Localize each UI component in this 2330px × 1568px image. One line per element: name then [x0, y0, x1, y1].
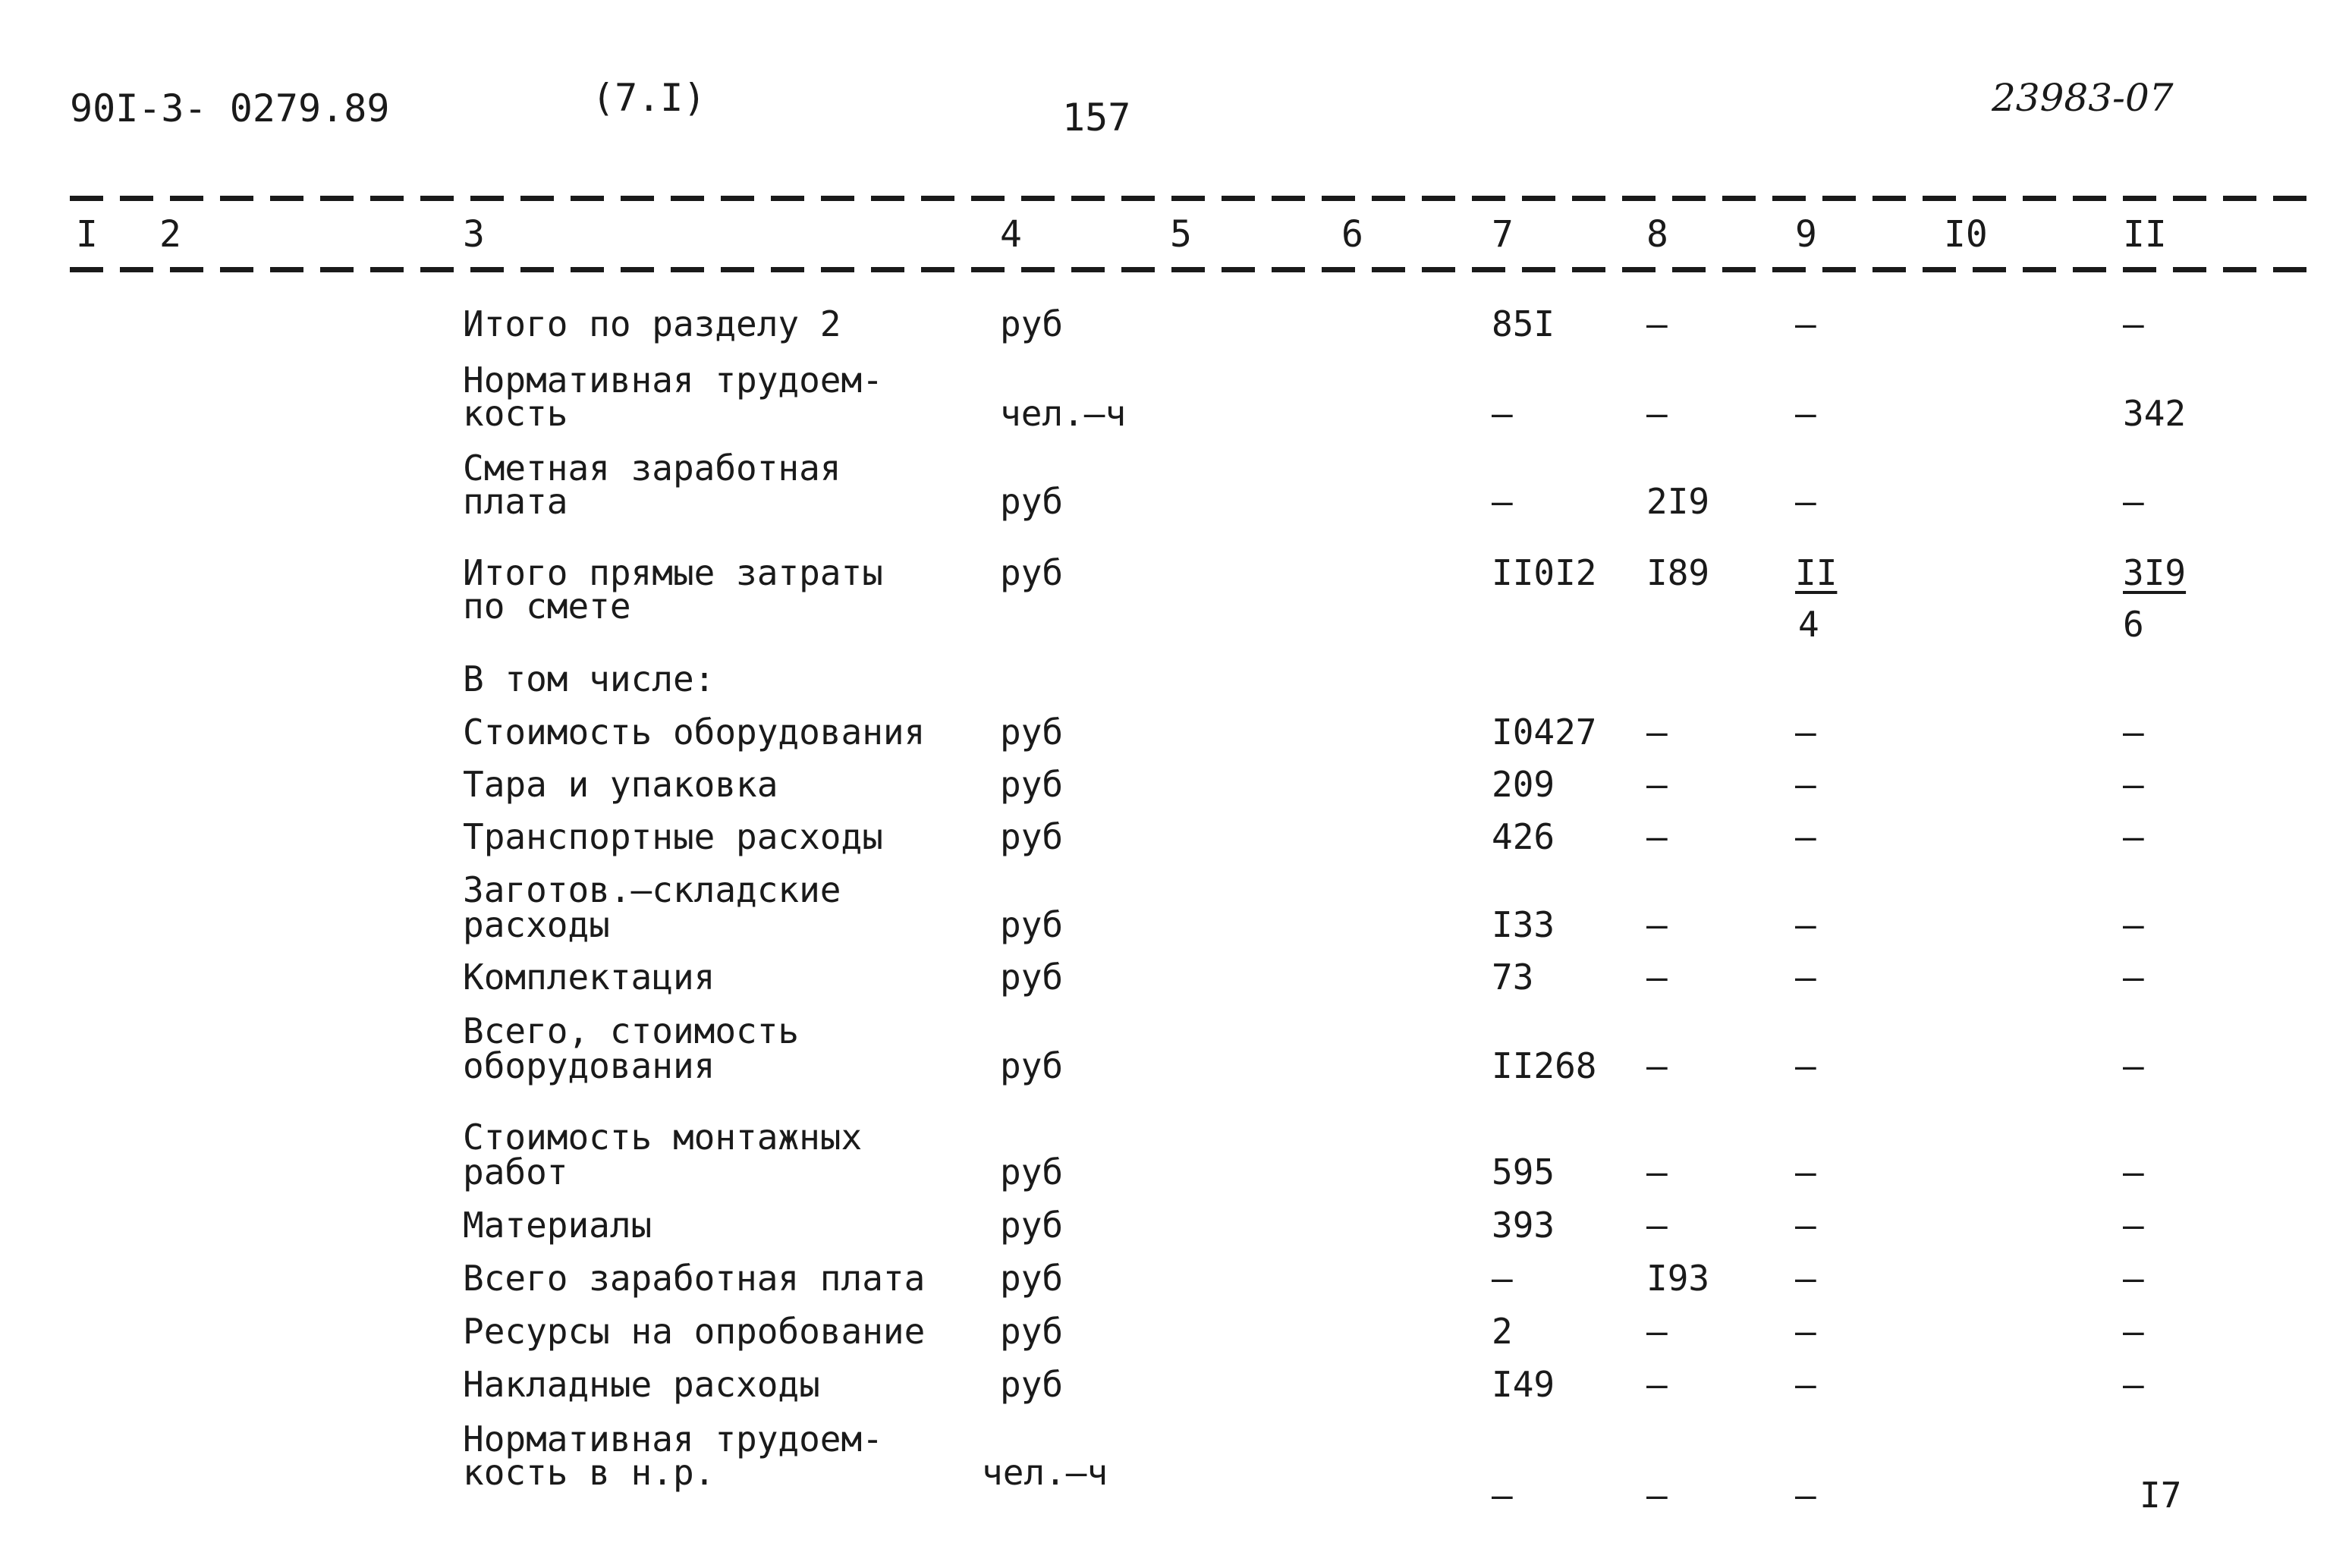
row-label: Материалы: [463, 1205, 652, 1246]
row-col9-numerator: II: [1795, 552, 1838, 593]
row-col9: –: [1795, 764, 1816, 805]
row-col11-denominator: 6: [2123, 604, 2144, 645]
row-col8: –: [1646, 904, 1668, 945]
row-col9: –: [1795, 904, 1816, 945]
col-header-7: 7: [1492, 213, 1514, 256]
row-col9: –: [1795, 1152, 1816, 1192]
row-unit: чел.–ч: [1000, 393, 1127, 434]
row-unit: руб: [1000, 1258, 1064, 1299]
row-unit: руб: [1000, 712, 1064, 753]
row-col11: –: [2123, 764, 2144, 805]
col-header-4: 4: [1000, 213, 1022, 256]
row-col7: –: [1492, 1258, 1513, 1299]
row-col11: –: [2123, 712, 2144, 753]
row-col9: –: [1795, 393, 1816, 434]
row-col8: –: [1646, 1364, 1668, 1405]
row-label: Всего заработная плата: [463, 1258, 926, 1299]
row-col9: –: [1795, 481, 1816, 522]
row-col11: 342: [2123, 393, 2187, 434]
row-unit: руб: [1000, 1205, 1064, 1246]
row-unit: руб: [1000, 816, 1064, 857]
row-col7: 73: [1492, 957, 1534, 998]
row-col8: –: [1646, 764, 1668, 805]
row-label-cont: работ: [463, 1152, 568, 1192]
row-col8: –: [1646, 393, 1668, 434]
header-bottom-rule: [70, 267, 2316, 272]
row-col7: 595: [1492, 1152, 1555, 1192]
row-label-cont: кость в н.р.: [463, 1452, 715, 1493]
row-col9: –: [1795, 1364, 1816, 1405]
row-col8: –: [1646, 1205, 1668, 1246]
row-col7: 2: [1492, 1311, 1513, 1352]
row-col8: –: [1646, 712, 1668, 753]
row-label: Нормативная трудоем-: [463, 360, 883, 401]
col-header-3: 3: [463, 213, 485, 256]
row-unit: руб: [1000, 764, 1064, 805]
row-col7: I33: [1492, 904, 1555, 945]
row-col7: 85I: [1492, 303, 1555, 344]
row-unit: руб: [1000, 957, 1064, 998]
row-unit: руб: [1000, 1311, 1064, 1352]
row-col8: –: [1646, 303, 1668, 344]
row-label: Итого прямые затраты: [463, 552, 883, 593]
row-col7: –: [1492, 393, 1513, 434]
row-col9: –: [1795, 712, 1816, 753]
document-code: 90I-3- 0279.89: [70, 86, 390, 130]
header-top-rule: [70, 196, 2316, 201]
page-number: 157: [1062, 96, 1131, 140]
row-col7: II268: [1492, 1045, 1597, 1086]
row-col11: I7: [2140, 1475, 2182, 1516]
row-label-cont: расходы: [463, 904, 610, 945]
row-col7: 426: [1492, 816, 1555, 857]
row-col7: –: [1492, 481, 1513, 522]
row-label: Тара и упаковка: [463, 764, 778, 805]
row-col11: –: [2123, 816, 2144, 857]
row-label: Итого по разделу 2: [463, 303, 841, 344]
row-col11: –: [2123, 1152, 2144, 1192]
row-col8: I93: [1646, 1258, 1710, 1299]
row-col9: –: [1795, 816, 1816, 857]
row-col11: –: [2123, 957, 2144, 998]
row-label: Стоимость оборудования: [463, 712, 926, 753]
row-col11: –: [2123, 1045, 2144, 1086]
row-col7: 393: [1492, 1205, 1555, 1246]
subsection-label: В том числе:: [463, 658, 715, 699]
col-header-10: I0: [1944, 213, 1988, 256]
row-label: Транспортные расходы: [463, 816, 883, 857]
col-header-5: 5: [1170, 213, 1192, 256]
archive-stamp: 23983-07: [1992, 76, 2174, 120]
row-label: Нормативная трудоем-: [463, 1419, 883, 1460]
row-col9: –: [1795, 1258, 1816, 1299]
row-unit: руб: [1000, 1152, 1064, 1192]
row-label-cont: кость: [463, 393, 568, 434]
row-col7: –: [1492, 1475, 1513, 1516]
col-header-11: II: [2123, 213, 2167, 256]
row-col11: –: [2123, 1258, 2144, 1299]
row-col8: 2I9: [1646, 481, 1710, 522]
row-col9: –: [1795, 1045, 1816, 1086]
row-col7: I49: [1492, 1364, 1555, 1405]
row-col11: –: [2123, 481, 2144, 522]
row-col7: I0427: [1492, 712, 1597, 753]
row-label: Заготов.–складские: [463, 869, 841, 910]
row-unit: руб: [1000, 552, 1064, 593]
row-col11: –: [2123, 1311, 2144, 1352]
row-col8: –: [1646, 1045, 1668, 1086]
row-unit: руб: [1000, 1364, 1064, 1405]
row-col11: –: [2123, 904, 2144, 945]
row-col8: –: [1646, 957, 1668, 998]
row-col9: –: [1795, 1475, 1816, 1516]
row-col9: –: [1795, 303, 1816, 344]
row-label: Ресурсы на опробование: [463, 1311, 926, 1352]
row-label-cont: оборудования: [463, 1045, 715, 1086]
row-col11: –: [2123, 1364, 2144, 1405]
row-unit: чел.–ч: [982, 1452, 1108, 1493]
row-col9-denominator: 4: [1798, 604, 1819, 645]
row-col11: –: [2123, 303, 2144, 344]
col-header-6: 6: [1341, 213, 1363, 256]
row-col8: I89: [1646, 552, 1710, 593]
row-col8: –: [1646, 1311, 1668, 1352]
row-label-cont: по смете: [463, 586, 631, 627]
section-number: (7.I): [592, 76, 706, 120]
row-label: Комплектация: [463, 957, 715, 998]
row-label: Сметная заработная: [463, 448, 841, 489]
row-label: Накладные расходы: [463, 1364, 820, 1405]
row-col7: II0I2: [1492, 552, 1597, 593]
row-unit: руб: [1000, 904, 1064, 945]
row-col7: 209: [1492, 764, 1555, 805]
row-label-cont: плата: [463, 481, 568, 522]
row-col9: –: [1795, 957, 1816, 998]
row-unit: руб: [1000, 303, 1064, 344]
row-col8: –: [1646, 1152, 1668, 1192]
row-col9: –: [1795, 1311, 1816, 1352]
row-unit: руб: [1000, 481, 1064, 522]
row-col9: –: [1795, 1205, 1816, 1246]
col-header-1: I: [76, 213, 98, 256]
row-col11-numerator: 3I9: [2123, 552, 2187, 593]
row-unit: руб: [1000, 1045, 1064, 1086]
col-header-9: 9: [1795, 213, 1817, 256]
row-col8: –: [1646, 816, 1668, 857]
row-label: Стоимость монтажных: [463, 1117, 863, 1158]
row-col11: –: [2123, 1205, 2144, 1246]
row-col8: –: [1646, 1475, 1668, 1516]
col-header-2: 2: [159, 213, 181, 256]
col-header-8: 8: [1646, 213, 1668, 256]
row-label: Всего, стоимость: [463, 1010, 800, 1051]
